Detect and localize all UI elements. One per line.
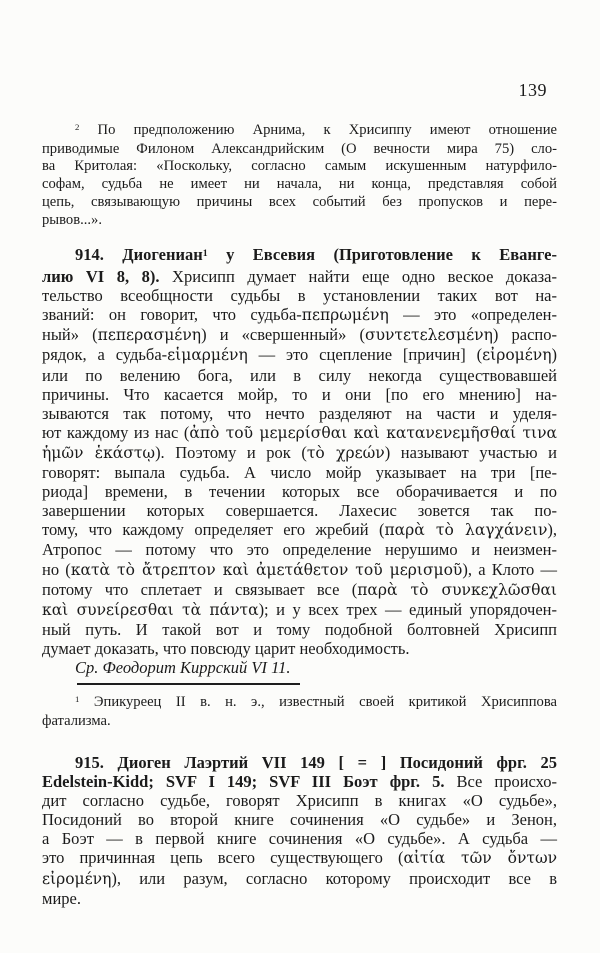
text-line — [42, 141, 557, 159]
text-segment: приводимые Филоном Александрийским (О вечности мира 75) сло- — [42, 140, 557, 157]
text-segment: ) и «свершенный» ( — [201, 325, 365, 345]
text-segment: но ( — [42, 559, 71, 579]
text-segment: ) распо- — [492, 325, 557, 345]
text-segment: лию VI 8, 8). — [42, 267, 160, 287]
text-segment: κατὰ τὸ ἄτρεπτον καὶ ἀμετάθετον τοῦ μερισμοῦ — [70, 560, 463, 579]
text-line — [42, 212, 557, 230]
text-line — [42, 267, 557, 286]
text-segment: τὸ χρεών — [306, 443, 385, 462]
text-segment: тельство всеобщности судьбы в установлении таких вот на- — [42, 286, 557, 306]
text-segment: ), — [547, 520, 557, 540]
text-segment: зываются так потому, что нечто разделяют на части и уделя- — [42, 403, 557, 423]
text-line — [42, 176, 557, 194]
text-segment: мире. — [42, 888, 81, 908]
text-line — [42, 286, 557, 305]
text-segment: ный» ( — [42, 325, 98, 345]
text-segment: ный путь. И такой вот и тому подобной болтовней Хрисипп — [42, 619, 557, 639]
footnote-separator-rule — [77, 683, 300, 685]
text-segment: или по велению бога, или в силу некогда существовавшей — [42, 365, 557, 385]
footnote-1 — [42, 694, 557, 730]
text-line — [42, 639, 557, 658]
text-segment: завершении которых совершается. Лахесис зовется так по- — [42, 501, 557, 521]
text-segment: παρὰ τὸ λαγχάνειν — [384, 521, 548, 540]
text-segment: ), или разум, согласно которому происходит все в — [111, 868, 557, 888]
text-segment: Атропос — потому что это определение нерушимо и неизмен- — [42, 540, 557, 560]
text-segment: рывов...». — [42, 211, 102, 228]
text-line — [42, 829, 557, 848]
text-segment: потому что сплетает и связывает все ( — [42, 579, 358, 599]
text-segment: συντετελεσμένη — [365, 326, 493, 345]
text-line — [42, 889, 557, 908]
text-segment: фатализма. — [42, 712, 111, 729]
text-line — [42, 501, 557, 520]
text-segment: думает доказать, что повсюду царит необходимость. — [42, 638, 410, 658]
text-segment: 915. Диоген Лаэртий VII 149 [ = ] Посидоний фрг. 25 — [75, 753, 557, 772]
text-line — [42, 366, 557, 385]
text-line — [42, 158, 557, 176]
text-line — [42, 122, 557, 141]
text-line — [42, 194, 557, 212]
text-line — [42, 520, 557, 540]
text-line — [42, 620, 557, 639]
text-segment: рядок, а судьба- — [42, 345, 168, 365]
text-line — [42, 443, 557, 463]
page-number: 139 — [518, 80, 547, 100]
text-line — [42, 848, 557, 868]
text-segment: причины. Что касается мойр, то и они [по его мнению] на- — [42, 384, 557, 404]
text-line — [42, 404, 557, 423]
text-segment: говорят: выпала судьба. А число мойр указывает на три [пе- — [42, 463, 557, 483]
text-line — [42, 245, 557, 267]
text-segment: καὶ συνείρεσθαι τὰ πάντα — [42, 600, 259, 619]
text-segment: Все происхо- — [444, 772, 557, 792]
text-segment: — это сцепление [причин] ( — [247, 345, 483, 365]
text-segment: 1 — [202, 247, 208, 259]
text-line — [42, 482, 557, 501]
text-segment: — это «определен- — [388, 305, 557, 325]
text-segment: Edelstein-Kidd; SVF I 149; SVF III Боэт фрг. 5. — [42, 772, 445, 792]
text-segment: πεπρωμένη — [301, 306, 389, 325]
text-segment: ют каждому из нас ( — [42, 422, 190, 442]
text-segment: званий: он говорит, что судьба- — [42, 305, 302, 325]
text-line — [42, 869, 557, 889]
text-segment: дит согласно судьбе, говорят Хрисипп в книгах «О судьбе», — [42, 791, 557, 811]
text-segment: это причинная цепь всего существующего ( — [42, 848, 404, 868]
text-segment: Хрисипп думает найти еще одно веское доказа- — [159, 267, 557, 287]
text-line — [42, 305, 557, 325]
text-line — [42, 463, 557, 482]
text-segment: риода] времени, в течении которых все оборачивается и по — [42, 482, 557, 502]
text-segment: εἰρομένη — [42, 869, 112, 888]
text-segment: тому, что каждому определяет его жребий ( — [42, 520, 385, 540]
text-line — [42, 385, 557, 404]
text-line — [42, 325, 557, 345]
text-segment: Эпикуреец II в. н. э., известный своей критикой Хрисиппова — [79, 694, 557, 710]
text-segment: 1 — [75, 694, 80, 705]
text-line — [42, 658, 557, 677]
text-line — [42, 423, 557, 443]
text-line — [42, 713, 557, 731]
text-segment: ) называют участью и — [384, 442, 557, 462]
paragraph-915 — [42, 753, 557, 908]
text-line — [42, 580, 557, 600]
text-line — [42, 600, 557, 620]
text-line — [42, 345, 557, 365]
text-line — [42, 694, 557, 713]
text-line — [42, 560, 557, 580]
text-segment: ). Поэтому и рок ( — [155, 442, 307, 462]
text-segment: ἡμῶν ἑκάστῳ — [42, 443, 156, 462]
text-segment: ); и у всех трех — единый упорядочен- — [258, 599, 557, 619]
text-segment: у Евсевия (Приготовление к Еванге- — [207, 245, 558, 264]
text-segment: εἱμαρμένη — [167, 346, 248, 365]
text-segment: а Боэт — в первой книге сочинения «О судьбе». А судьба — — [42, 829, 557, 849]
text-segment: αἰτία τῶν ὄντων — [403, 849, 558, 868]
text-segment: εἰρομένη — [482, 346, 552, 365]
text-segment: παρὰ τὸ συνκεχλῶσθαι — [357, 580, 557, 599]
text-segment: ἀπὸ τοῦ μεμερίσθαι καὶ κατανενεμῆσθαί τινα — [189, 423, 558, 442]
text-segment: ), а Клото — — [462, 559, 557, 579]
text-line — [42, 753, 557, 772]
text-line — [42, 791, 557, 810]
text-segment: По предположению Арнима, к Хрисиппу имеют отношение — [79, 122, 557, 138]
text-line — [42, 810, 557, 829]
text-segment: ва Критолая: «Поскольку, согласно самым искушенным натурфило- — [42, 158, 557, 175]
text-segment: Посидоний во второй книге сочинения «О судьбе» и Зенон, — [42, 810, 557, 830]
text-segment: софам, судьба не имеет ни начала, ни конца, представляя собой — [42, 176, 557, 193]
text-segment: 914. Диогениан — [75, 245, 203, 264]
text-segment: Ср. Феодорит Киррский VI 11. — [75, 657, 291, 677]
text-line — [42, 540, 557, 559]
text-segment: 2 — [75, 122, 80, 133]
text-segment: ) — [551, 345, 557, 365]
paragraph-914 — [42, 245, 557, 677]
text-segment: πεπερασμένη — [97, 326, 202, 345]
footnote-2-continuation — [42, 122, 557, 229]
text-line — [42, 772, 557, 791]
text-segment: цепь, связывающую причины всех событий без пропусков и пере- — [42, 193, 557, 210]
